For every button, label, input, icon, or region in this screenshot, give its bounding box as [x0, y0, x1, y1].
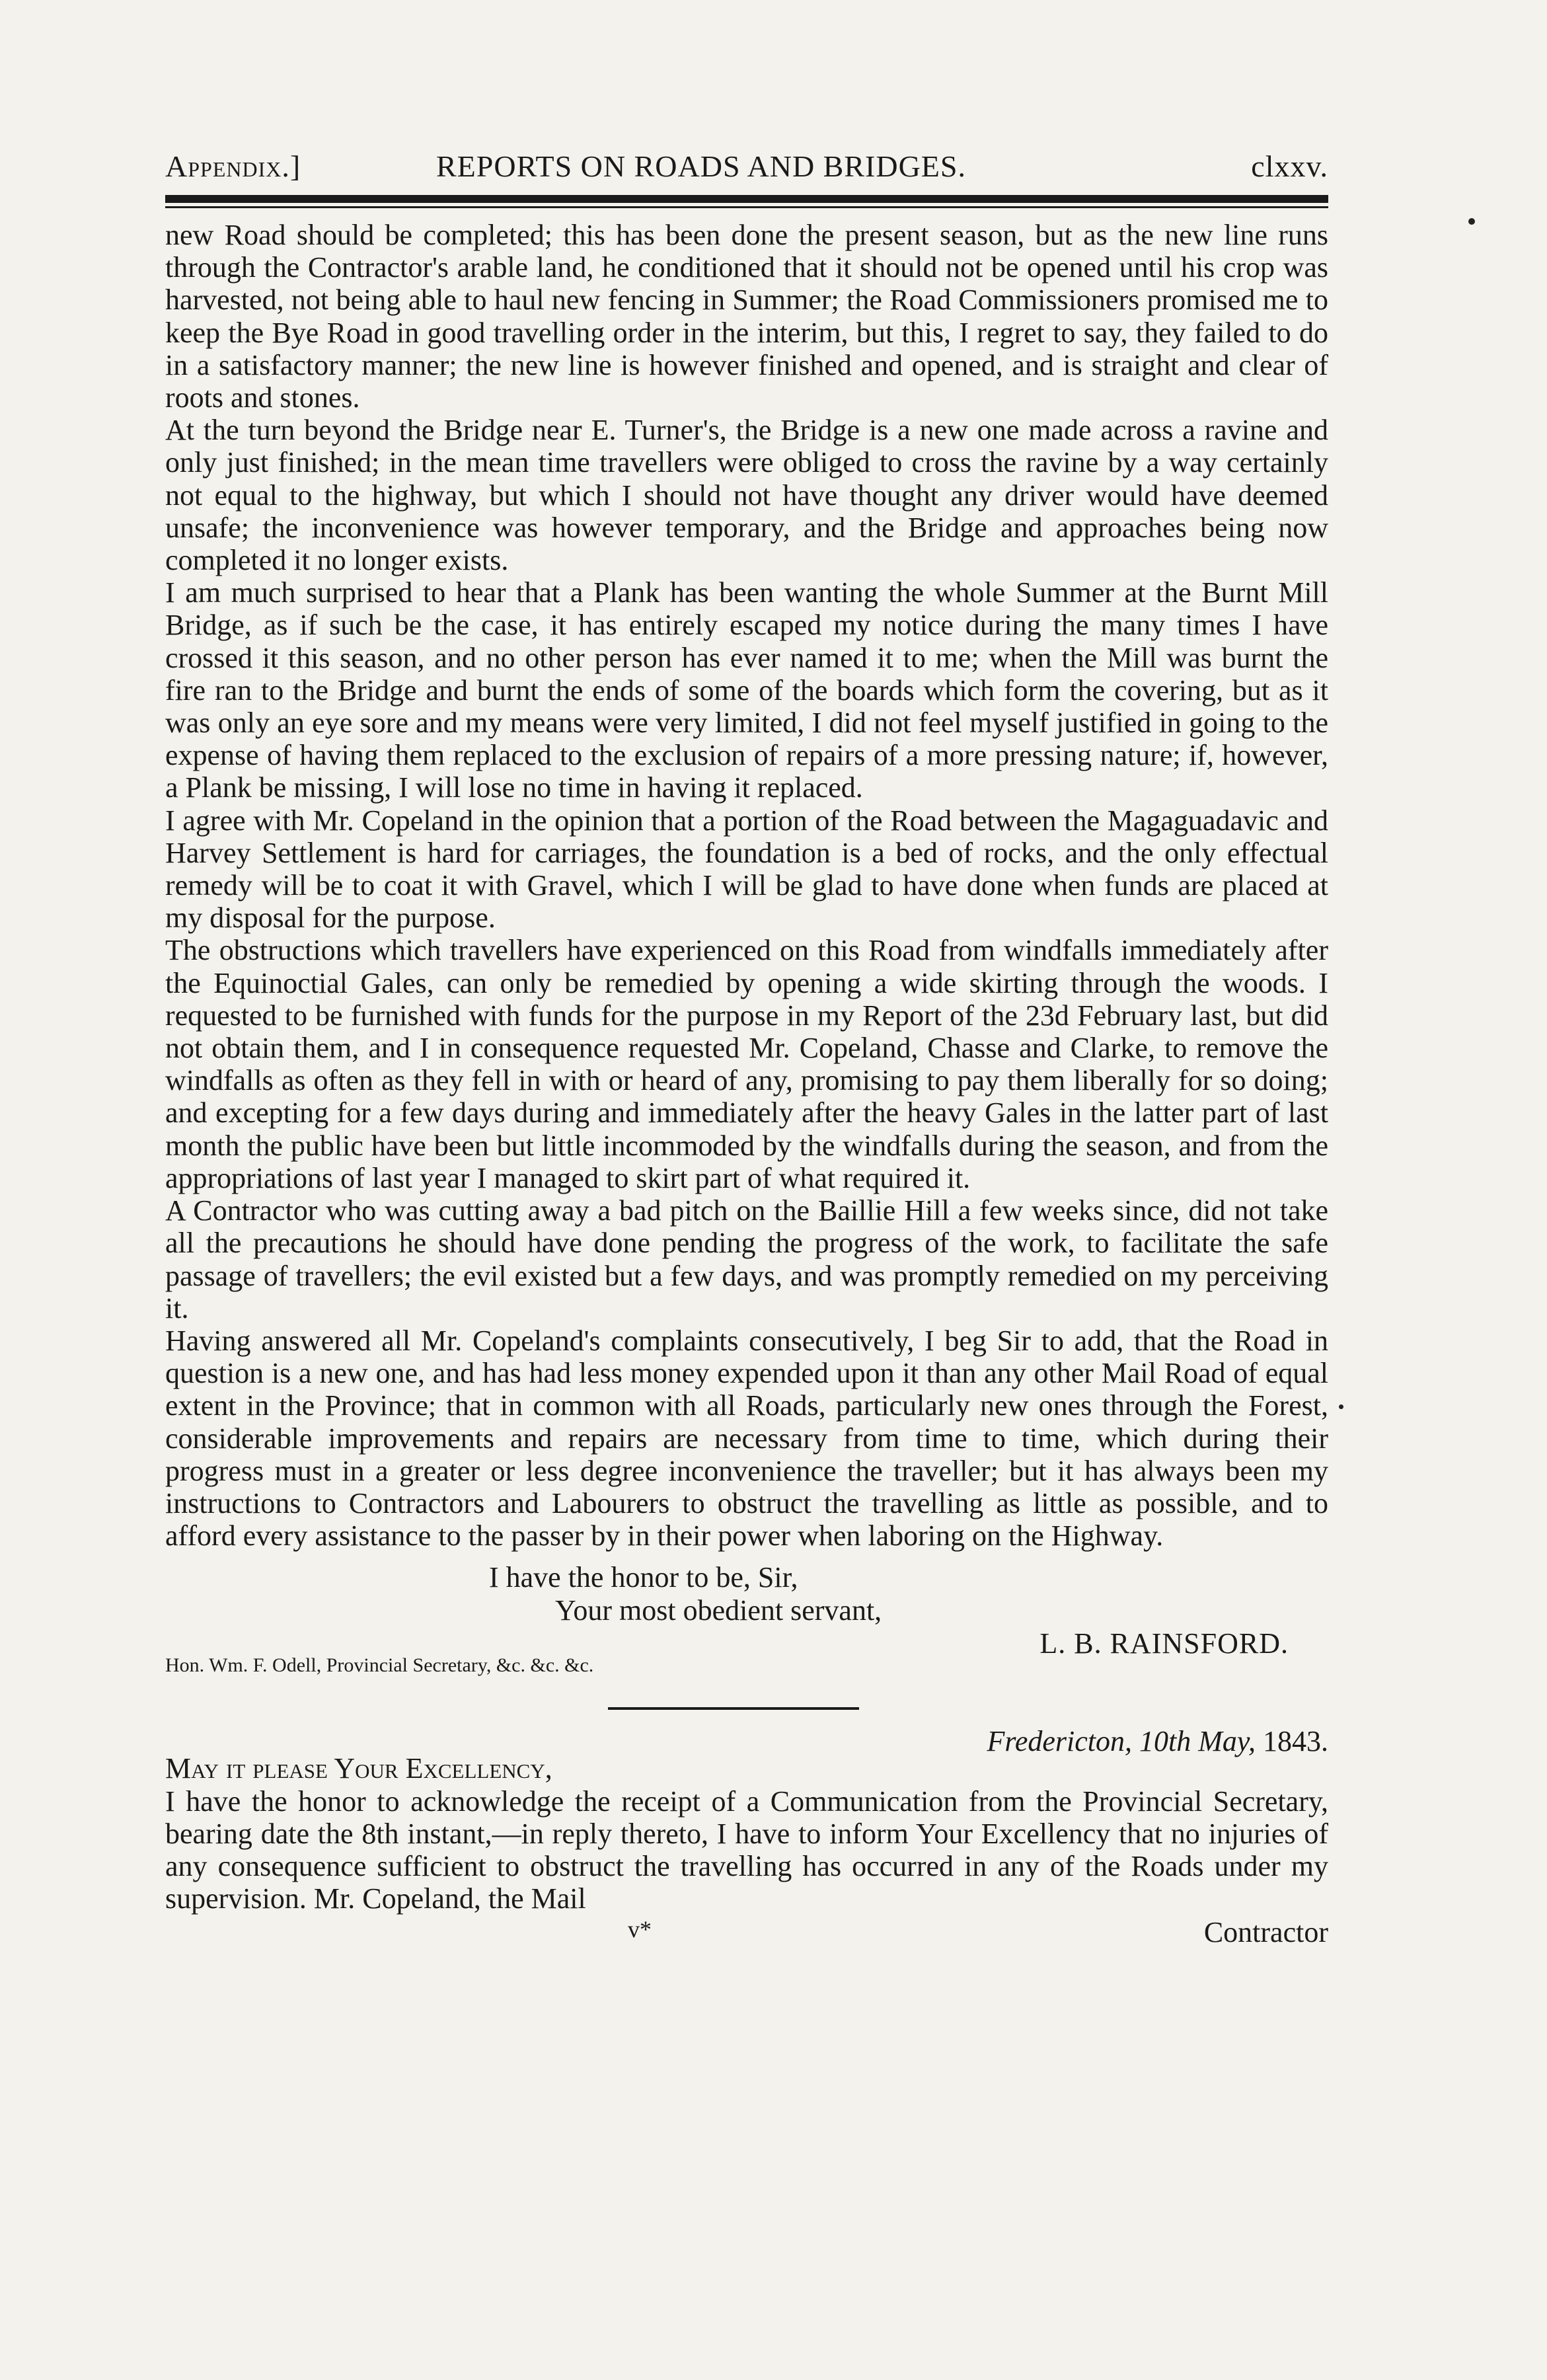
page-footer [165, 1915, 1328, 1948]
salutation: May it please Your Excellency, [165, 1751, 552, 1785]
letter-closing [165, 1561, 1328, 1626]
paragraph: new Road should be completed; this has been done the present season, but as the new line runs through the Contractor's arable land, he conditioned that it should not be opened until his crop was harvested, not being able to haul new fencing in Summer; the Road Commissioners promised me to keep the Bye Road in good travelling order in the interim, but this, I regret to say, they failed to do in a satisfactory manner; the new line is however finished and opened, and is straight and clear of roots and stones. [165, 219, 1328, 414]
date-place: Fredericton, [987, 1724, 1133, 1757]
closing-line: Your most obedient servant, [555, 1593, 882, 1627]
catchword: Contractor [1203, 1915, 1328, 1948]
closing-line: I have the honor to be, Sir, [489, 1561, 798, 1594]
addressee: Hon. Wm. F. Odell, Provincial Secretary, &c. &c. &c. [165, 1654, 594, 1676]
date-day: 10th May, [1139, 1724, 1256, 1757]
print-speck [1468, 218, 1475, 225]
header-rule-thin [165, 206, 1328, 208]
paragraph: I agree with Mr. Copeland in the opinion that a portion of the Road between the Magaguadavic and Harvey Settlement is hard for carriages, the foundation is a bed of rocks, and the only effectual remedy will be to coat it with Gravel, which I will be glad to have done when funds are placed at my disposal for the purpose. [165, 804, 1328, 935]
paragraph: I am much surprised to hear that a Plank has been wanting the whole Summer at the Burnt Mill Bridge, as if such be the case, it has entirely escaped my notice during the many times I have crossed it this season, and no other person has ever named it to me; when the Mill was burnt the fire ran to the Bridge and burnt the ends of some of the boards which form the covering, but as it was only an eye sore and my means were very limited, I did not feel myself justified in going to the expense of having them replaced to the exclusion of repairs of a more pressing nature; if, however, a Plank be missing, I will lose no time in having it replaced. [165, 576, 1328, 804]
paragraph: Having answered all Mr. Copeland's complaints consecutively, I beg Sir to add, that the Road in question is a new one, and has had less money expended upon it than any other Mail Road of equal extent in the Province; that in common with all Roads, particularly new ones through the Forest, considerable improvements and repairs are necessary from time to time, which during their progress must in a greater or less degree inconvenience the traveller; but it has always been my instructions to Contractors and Labourers to obstruct the travelling as little as possible, and to afford every assistance to the passer by in their power when laboring on the Highway. [165, 1324, 1328, 1553]
paragraph: I have the honor to acknowledge the receipt of a Communication from the Provincial Secretary, bearing date the 8th instant,—in reply thereto, I have to inform Your Excellency that no injuries of any consequence sufficient to obstruct the travelling has occurred in any of the Roads under my supervision. Mr. Copeland, the Mail [165, 1785, 1328, 1915]
header-title: REPORTS ON ROADS AND BRIDGES. [436, 149, 966, 183]
section-divider [608, 1707, 859, 1710]
paragraph: A Contractor who was cutting away a bad pitch on the Baillie Hill a few weeks since, did not take all the precautions he should have done pending the progress of the work, to facilitate the safe passage of travellers; the evil existed but a few days, and was promptly remedied on my perceiving it. [165, 1194, 1328, 1324]
signature-mark: v* [628, 1915, 652, 1942]
running-header [165, 142, 1328, 188]
date-year: 1843. [1263, 1724, 1328, 1757]
header-rule-thick [165, 195, 1328, 203]
page [165, 142, 1328, 1948]
signature-row [165, 1627, 1328, 1676]
signature: L. B. RAINSFORD. [1039, 1627, 1289, 1660]
paragraph: At the turn beyond the Bridge near E. Turner's, the Bridge is a new one made across a ravine and only just finished; in the mean time travellers were obliged to cross the ravine by a way certainly not equal to the highway, but which I should not have thought any driver would have deemed unsafe; the inconvenience was however temporary, and the Bridge and approaches being now completed it no longer exists. [165, 414, 1328, 577]
paragraph: The obstructions which travellers have experienced on this Road from windfalls immediately after the Equinoctial Gales, can only be remedied by opening a wide skirting through the woods. I requested to be furnished with funds for the purpose in my Report of the 23d February last, but did not obtain them, and I in consequence requested Mr. Copeland, Chasse and Clarke, to remove the windfalls as often as they fell in with or heard of any, promising to pay them liberally for so doing; and excepting for a few days during and immediately after the heavy Gales in the latter part of last month the public have been but little incommoded by the windfalls during the season, and from the appropriations of last year I managed to skirt part of what required it. [165, 934, 1328, 1194]
page-number: clxxv. [1251, 149, 1328, 183]
print-speck [1339, 1404, 1343, 1409]
header-appendix: Appendix.] [165, 149, 301, 183]
